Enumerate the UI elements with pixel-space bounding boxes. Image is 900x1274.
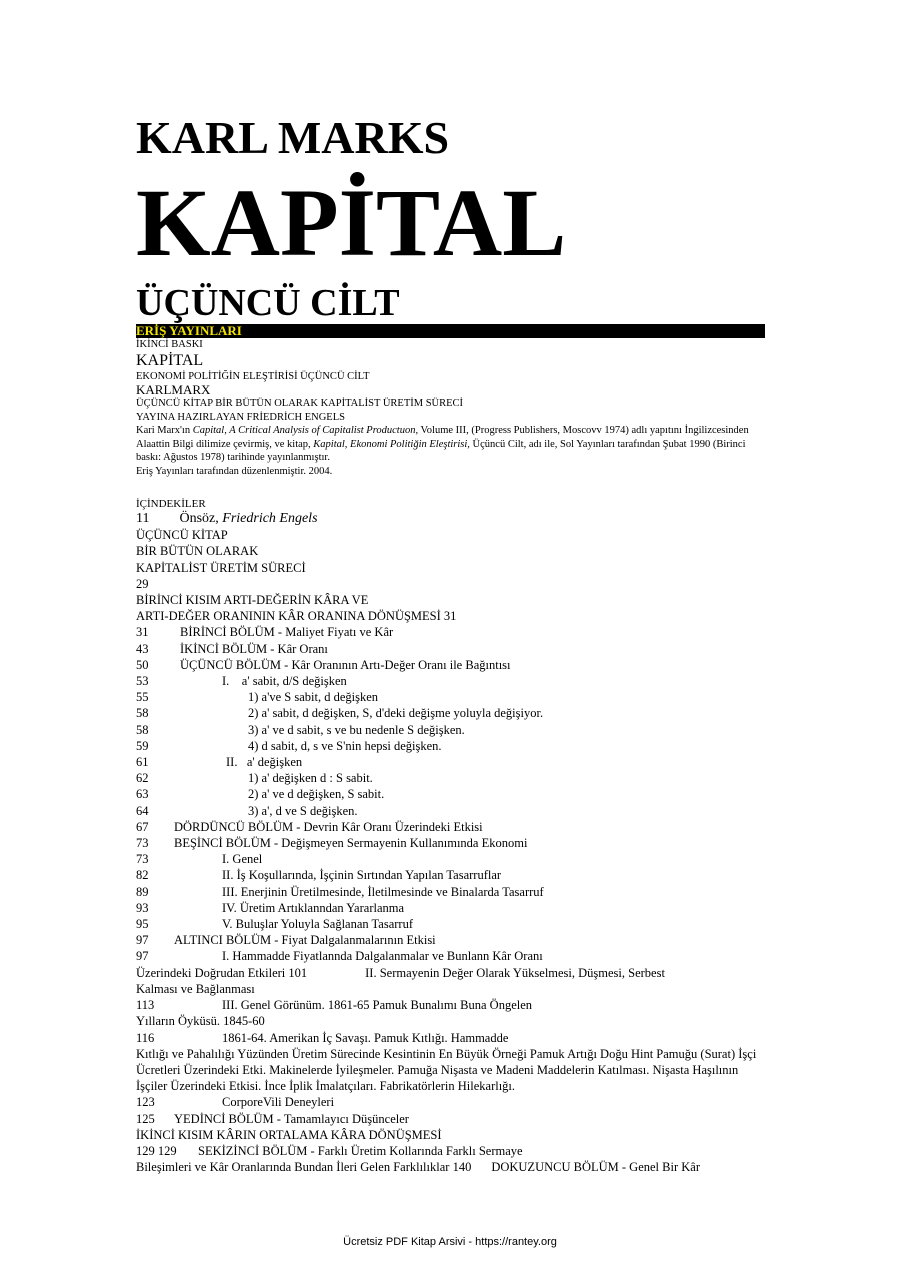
toc-entry-title: ÜÇÜNCÜ BÖLÜM - Kâr Oranının Artı-Değer Oranı ile Bağıntısı	[180, 657, 511, 672]
toc-entry	[136, 673, 766, 689]
toc-entry-page: 73	[136, 836, 149, 851]
cover-author: KARL MARKS	[136, 112, 450, 163]
toc-entry-page: 50	[136, 657, 149, 672]
toc-book-page: 29	[136, 576, 149, 591]
toc-entry-title: I. Genel	[222, 852, 263, 867]
toc-entry	[136, 738, 766, 754]
toc-entry	[136, 884, 766, 900]
toc-entry-page: 82	[136, 868, 149, 883]
table-of-contents	[136, 498, 766, 1175]
toc-entry-title: III. Enerjinin Üretilmesinde, İletilmesinde ve Binalarda Tasarruf	[222, 884, 544, 899]
toc-part-2: İKİNCİ KISIM KÂRIN ORTALAMA KÂRA DÖNÜŞMESİ	[136, 1127, 442, 1142]
toc-book-2: BİR BÜTÜN OLARAK	[136, 544, 259, 559]
toc-entry-page: 62	[136, 771, 149, 786]
toc-entry-page: 97	[136, 949, 149, 964]
toc-entry-page: 95	[136, 917, 149, 932]
toc-entry-title: 1) a' değişken d : S sabit.	[248, 771, 373, 786]
toc-entry	[136, 819, 766, 835]
cover-title: KAPİTAL	[136, 169, 567, 276]
info-editor: YAYINA HAZIRLAYAN FRİEDRİCH ENGELS	[136, 411, 345, 423]
toc-entry-title: II. İş Koşullarında, İşçinin Sırtından Yapılan Tasarruflar	[222, 868, 502, 883]
toc-entry	[136, 867, 766, 883]
toc-entry-title: 2) a' sabit, d değişken, S, d'deki değişme yoluyla değişiyor.	[248, 706, 544, 721]
toc-entry-101-cont: Kalması ve Bağlanması	[136, 981, 255, 996]
toc-entry	[136, 770, 766, 786]
toc-entry	[136, 900, 766, 916]
cover-volume: ÜÇÜNCÜ CİLT	[136, 282, 400, 324]
toc-entry	[136, 624, 766, 640]
toc-entry-title: İKİNCİ BÖLÜM - Kâr Oranı	[180, 641, 328, 656]
toc-entry-title: 3) a', d ve S değişken.	[248, 803, 358, 818]
toc-entry-116: 116 1861-64. Amerikan İç Savaşı. Pamuk Kıtlığı. Hammadde	[136, 1030, 509, 1045]
toc-entry-113: 113 III. Genel Görünüm. 1861-65 Pamuk Bunalımı Buna Öngelen	[136, 998, 533, 1013]
footer[interactable]: Ücretsiz PDF Kitap Arsivi - https://rantey.org	[343, 1236, 557, 1248]
toc-entry-page: 31	[136, 625, 149, 640]
toc-entry-page: 64	[136, 803, 149, 818]
toc-part-1-cont: ARTI-DEĞER ORANININ KÂR ORANINA DÖNÜŞMESİ 31	[136, 609, 457, 624]
toc-part-1: BİRİNCİ KISIM ARTI-DEĞERİN KÂRA VE	[136, 593, 369, 608]
toc-entry-page: 59	[136, 738, 149, 753]
toc-entry	[136, 641, 766, 657]
toc-entry-page: 67	[136, 819, 149, 834]
info-subtitle: EKONOMİ POLİTİĞİN ELEŞTİRİSİ ÜÇÜNCÜ CİLT	[136, 370, 370, 382]
toc-entry	[136, 722, 766, 738]
toc-entry-page: 61	[136, 755, 149, 770]
toc-entry-page: 58	[136, 706, 149, 721]
toc-entry	[136, 689, 766, 705]
toc-entry	[136, 657, 766, 673]
info-title: KAPİTAL	[136, 351, 204, 369]
toc-entry	[136, 932, 766, 948]
toc-preface: 11 Önsöz, Friedrich Engels	[136, 511, 318, 526]
toc-entry-title: IV. Üretim Artıklanndan Yararlanma	[222, 900, 405, 915]
toc-entry-page: 55	[136, 690, 149, 705]
toc-entry-113-cont: Yılların Öyküsü. 1845-60	[136, 1014, 265, 1029]
toc-entry-page: 93	[136, 900, 149, 915]
toc-entry-title: BEŞİNCİ BÖLÜM - Değişmeyen Sermayenin Kullanımında Ekonomi	[174, 836, 528, 851]
toc-entry-page: 73	[136, 852, 149, 867]
toc-heading: İÇİNDEKİLER	[136, 498, 206, 510]
info-book: ÜÇÜNCÜ KİTAP BİR BÜTÜN OLARAK KAPİTALİST ÜRETİM SÜRECİ	[136, 398, 464, 409]
toc-book-1: ÜÇÜNCÜ KİTAP	[136, 528, 228, 543]
toc-entry-title: 2) a' ve d değişken, S sabit.	[248, 787, 385, 802]
toc-entry-title: DÖRDÜNCÜ BÖLÜM - Devrin Kâr Oranı Üzerindeki Etkisi	[174, 819, 483, 834]
toc-entry	[136, 786, 766, 802]
toc-entry-title: BİRİNCİ BÖLÜM - Maliyet Fiyatı ve Kâr	[180, 625, 394, 640]
toc-entry-page: 53	[136, 674, 149, 689]
toc-entry	[136, 803, 766, 819]
toc-entry-title: ALTINCI BÖLÜM - Fiyat Dalgalanmalarının Etkisi	[174, 933, 436, 948]
translation-credit: Kari Marx'ın Capital, A Critical Analysis of Capitalist Productuon, Volume III, (Progress Publishers, Moscovv 1974) adlı yapıtını İngilizcesinden Alaattin Bilgi dilimize çevirmiş, ve kitap, Kapital, Ekonomi Politiğin Eleştirisi, Üçüncü Cilt, adı ile, Sol Yayınları tarafından Şubat 1990 (Birinci baskı: Ağustos 1978) tarihinde yayınlanmıştır.	[136, 425, 749, 463]
toc-entry-title: 4) d sabit, d, s ve S'nin hepsi değişken.	[248, 738, 442, 753]
toc-entry-title: I. Hammadde Fiyatlannda Dalgalanmalar ve Bunlann Kâr Oranı	[222, 949, 543, 964]
toc-entry	[136, 851, 766, 867]
publisher-banner	[136, 324, 765, 338]
toc-entry-page: 58	[136, 722, 149, 737]
arrangement-credit: Eriş Yayınları tarafından düzenlenmiştir. 2004.	[136, 465, 333, 477]
toc-entry-title: I. a' sabit, d/S değişken	[222, 674, 347, 689]
toc-entry-129-cont: Bileşimleri ve Kâr Oranlarında Bundan İleri Gelen Farklılıklar 140 DOKUZUNCU BÖLÜM - Genel Bir Kâr	[136, 1160, 700, 1175]
info-author: KARLMARX	[136, 382, 211, 397]
toc-entry-title: 3) a' ve d sabit, s ve bu nedenle S değişken.	[248, 722, 465, 737]
toc-entry-101: Üzerindeki Doğrudan Etkileri 101 II. Sermayenin Değer Olarak Yükselmesi, Düşmesi, Serbest	[136, 965, 665, 980]
toc-book-3: KAPİTALİST ÜRETİM SÜRECİ	[136, 560, 306, 575]
publication-info	[136, 338, 766, 478]
toc-entry-page: 89	[136, 884, 149, 899]
toc-entry	[136, 835, 766, 851]
toc-entry-page: 63	[136, 787, 149, 802]
toc-entry-title: V. Buluşlar Yoluyla Sağlanan Tasarruf	[222, 917, 414, 932]
toc-entry	[136, 754, 766, 770]
toc-entry-125: 125 YEDİNCİ BÖLÜM - Tamamlayıcı Düşünceler	[136, 1111, 409, 1126]
toc-entry-123: 123 CorporeVili Deneyleri	[136, 1095, 335, 1110]
toc-entry-129: 129 129 SEKİZİNCİ BÖLÜM - Farklı Üretim Kollarında Farklı Sermaye	[136, 1143, 523, 1158]
toc-entry	[136, 916, 766, 932]
toc-entry	[136, 948, 766, 964]
publisher-name: ERİŞ YAYINLARI	[136, 323, 242, 338]
toc-entry-page: 97	[136, 933, 149, 948]
toc-entry-116-cont: Kıtlığı ve Pahalılığı Yüzünden Üretim Sürecinde Kesintinin En Büyük Örneği Pamuk Artığı Doğu Hint Pamuğu (Surat) İşçi Ücretleri Üzerindeki Etki. Makinelerde İyileşmeler. Pamuğa Nişasta ve Madeni Maddelerin Katılması. Nişasta Haşılının İşçiler Üzerindeki Etkisi. İnce İplik İmalatçıları. Fabrikatörlerin Hilekarlığı.	[136, 1046, 757, 1094]
toc-entry	[136, 705, 766, 721]
edition: İKİNCİ BASKI	[136, 339, 203, 350]
toc-entries	[136, 624, 766, 964]
toc-entry-page: 43	[136, 641, 149, 656]
toc-entry-title: 1) a've S sabit, d değişken	[248, 690, 379, 705]
toc-entry-title: II. a' değişken	[226, 755, 303, 770]
